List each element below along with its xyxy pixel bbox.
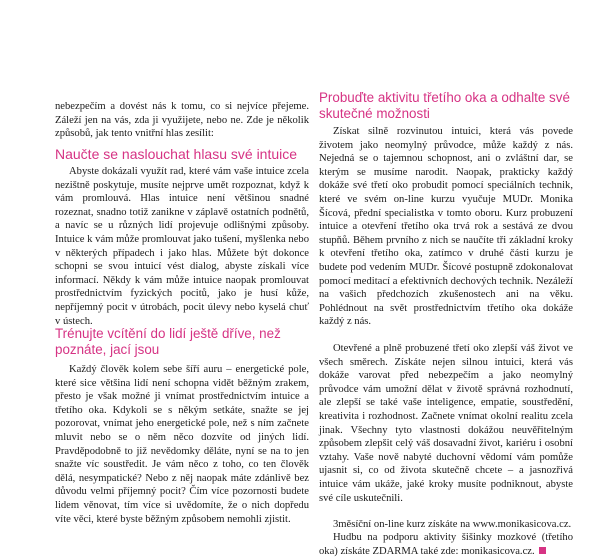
paragraph-music-link	[319, 531, 573, 558]
heading-train-empathy: Trénujte vcítění do lidí ještě dříve, než poznáte, jací jsou	[55, 326, 281, 357]
music-link-text: Hudbu na podporu aktivity šišinky mozkové (třetího oka) získáte ZDARMA také zde: monikasicova.cz.	[319, 532, 573, 557]
end-mark-icon	[539, 547, 546, 554]
paragraph-listen-intuition: Abyste dokázali využít rad, které vám vaše intuice zcela nezištně poskytuje, musíte nejprve umět rozpoznat, když k vám promlouvá. Hlas intuice není většinou snadné rozeznat, snadno totiž zanikne v záplavě ostatních podnětů, a navíc se u různých lidí projevuje odlišnými způsoby. Intuice k vám může promlouvat jako tušení, myšlenka nebo v některých případech i jako hlas. Můžete být dokonce schopni se svou intuicí vést dialog, abyste získali více informací. Někdy k vám může intuice naopak promlouvat prostřednictvím fyzických pocitů, jako je husí kůže, nepříjemný pocit v útrobách, pocit úlevy nebo kyselá chuť v ústech.	[55, 166, 309, 327]
paragraph-third-eye-course: Získat silně rozvinutou intuici, která vás povede životem jako neomylný průvodce, může každý z nás. Nejedná se o tajemnou schopnost, ani o zvláštní dar, se kterým se musíme narodit. Naopak, prakticky každý dokáže své třetí oko probudit pomocí speciálních technik, které ve svém on-line kurzu vyučuje MUDr. Monika Šícová, přední specialistka v tomto oboru. Kurz probuzení intuice a otevření třetího oka trvá rok a sestává ze dvou stupňů. Během prvního z nich se naučíte tři základní kroky k otevření třetího oka, zatímco v druhé části kurzu je budete pod vedením MUDr. Šícové postupně zdokonalovat pomocí meditací a efektivních dechových technik. Nezáleží na vašich předchozích zkušenostech ani na věku. Pohlédnout na svět prostřednictvím třetího oka dokáže každý z nás.	[319, 126, 573, 328]
paragraph-train-empathy: Každý člověk kolem sebe šíří auru – energetické pole, které sice většina lidí není schopna vidět běžným zrakem, přesto je však možné ji vnímat prostřednictvím intuice a třetího oka. Kdykoli se s někým setkáte, snažte se jej pozorovat, vnímat jeho energetické pole, než s ním začnete mluvit nebo se o něm něco dozvíte od jiných lidí. Pravděpodobně to již nevědomky děláte, nyní se na to jen snažte víc soustředit. Je vám něco z toho, co ten člověk dělá, nesympatické? Nebo z něj naopak máte zdánlivě bez důvodu velmi příjemný pocit? Čím více pozornosti budete lidem věnovat, tím více si uvědomíte, že o nich dopředu víte věci, které byste běžným způsobem nemohli zjistit.	[55, 364, 309, 525]
heading-third-eye: Probuďte aktivitu třetího oka a odhalte své skutečné možnosti	[319, 90, 570, 121]
heading-listen-intuition: Naučte se naslouchat hlasu své intuice	[55, 146, 298, 162]
paragraph-course-link: 3měsíční on-line kurz získáte na www.monikasicova.cz.	[333, 519, 572, 530]
paragraph-third-eye-benefits: Otevřené a plně probuzené třetí oko zlepší váš život ve všech směrech. Získáte nejen silnou intuici, která vás dokáže varovat před nebezpečím a jako neomylný průvodce vám umožní dělat v životě správná rozhodnutí, ale zlepší se také vaše inteligence, empatie, soustředění, kreativita i rozhodnost. Začnete vnímat okolní realitu zcela jinak. Všechny tyto vlastnosti dokážou neuvěřitelným způsobem zlepšit celý váš dosavadní život, kariéru i osobní vztahy. Vaše nově nabyté duchovní vědomí vám pomůže ujasnit si, co od života skutečně chcete – a jasnozřivá intuice vám ukáže, jaké kroky musíte podniknout, abyste své cíle uskutečnili.	[319, 343, 573, 504]
intro-paragraph: nebezpečím a dovést nás k tomu, co si nejvíce přejeme. Záleží jen na vás, zda ji využijete, nebo ne. Zde je několik způsobů, jak tento vnitřní hlas zesílit:	[55, 101, 309, 140]
